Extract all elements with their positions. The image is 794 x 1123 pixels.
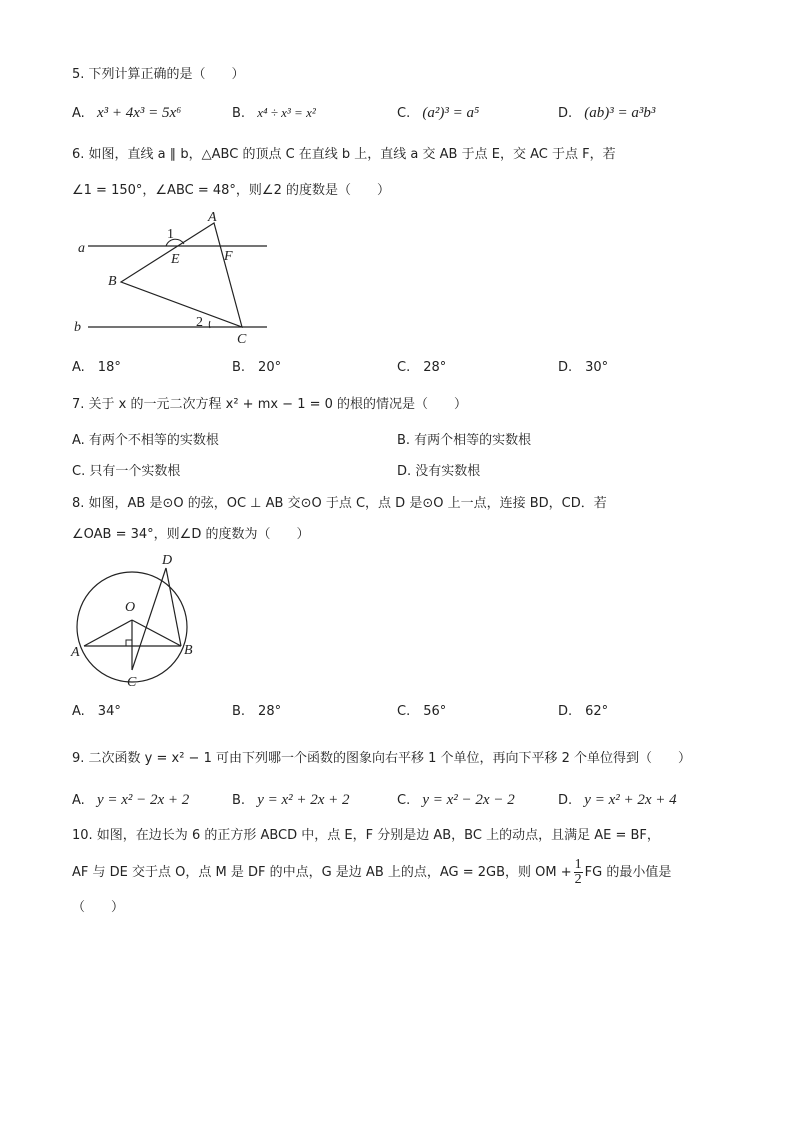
label-o: O <box>125 600 136 615</box>
option-letter: B. <box>232 793 246 808</box>
q8-option-a: A. 34° <box>72 704 121 719</box>
q7-option-d: D. 没有实数根 <box>397 464 481 479</box>
option-math: y = x² − 2x − 2 <box>422 792 515 808</box>
option-math: x⁴ ÷ x³ = x² <box>257 105 316 120</box>
q9-stem: 9. 二次函数 y = x² − 1 可由下列哪一个函数的图象向右平移 1 个单位，再向下平移 2 个单位得到（ ） <box>72 751 692 766</box>
q8-option-c: C. 56° <box>397 704 447 719</box>
q6-option-b: B. 20° <box>232 360 282 375</box>
option-letter: B. <box>232 106 246 121</box>
label-point-f: F <box>224 249 233 264</box>
label-a: a <box>78 241 85 256</box>
label-a: A <box>71 645 80 660</box>
q9-option-c <box>397 791 515 810</box>
q8-option-d: D. 62° <box>558 704 609 719</box>
option-letter: A. <box>72 793 85 808</box>
q9-option-a <box>72 791 189 810</box>
angle-2-arc <box>209 321 210 328</box>
label-c: C <box>127 675 137 690</box>
right-angle-mark <box>126 640 132 646</box>
option-math: y = x² + 2x + 4 <box>584 792 677 808</box>
q5-option-b <box>232 104 316 123</box>
q10-stem-line1: 10. 如图，在边长为 6 的正方形 ABCD 中，点 E，F 分别是边 AB，BC 上的动点，且满足 AE = BF， <box>72 828 660 843</box>
segment-dc <box>132 568 166 670</box>
option-math: (ab)³ = a³b³ <box>584 105 656 121</box>
one-half-fraction <box>574 858 583 887</box>
q9-option-d <box>558 791 677 810</box>
q6-option-d: D. 30° <box>558 360 609 375</box>
label-b: B <box>184 643 193 658</box>
option-math: x³ + 4x³ = 5x⁶ <box>96 105 182 121</box>
option-math: y = x² − 2x + 2 <box>96 792 190 808</box>
q10-stem-text-end: FG 的最小值是 <box>584 865 672 880</box>
option-letter: D. <box>558 106 573 121</box>
q10-stem-text: AF 与 DE 交于点 O，点 M 是 DF 的中点，G 是边 AB 上的点，AG = 2GB，则 OM + <box>72 865 572 880</box>
label-vertex-b: B <box>108 274 117 289</box>
fraction-numerator: 1 <box>574 857 582 872</box>
segment-db <box>166 568 181 646</box>
q8-stem-line2: ∠OAB = 34°，则∠D 的度数为（ ） <box>72 527 310 542</box>
q6-option-a: A. 18° <box>72 360 121 375</box>
segment-oa <box>84 620 132 646</box>
label-vertex-a: A <box>208 210 217 225</box>
q7-option-c: C. 只有一个实数根 <box>72 464 181 479</box>
option-letter: C. <box>397 106 411 121</box>
q8-option-b: B. 28° <box>232 704 282 719</box>
option-math: y = x² + 2x + 2 <box>257 792 350 808</box>
label-d: D <box>162 553 173 568</box>
q8-stem-line1: 8. 如图，AB 是⊙O 的弦，OC ⊥ AB 交⊙O 于点 C，点 D 是⊙O 上一点，连接 BD，CD．若 <box>72 496 607 511</box>
q6-option-c: C. 28° <box>397 360 447 375</box>
option-letter: A. <box>72 106 85 121</box>
label-b: b <box>74 320 81 335</box>
q5-stem: 5. 下列计算正确的是（ ） <box>72 67 245 82</box>
label-angle-1: 1 <box>167 227 174 242</box>
q7-option-b: B. 有两个相等的实数根 <box>397 433 532 448</box>
label-angle-2: 2 <box>196 315 203 330</box>
label-vertex-c: C <box>237 332 247 347</box>
segment-ob <box>132 620 181 646</box>
option-letter: D. <box>558 793 573 808</box>
q5-option-c <box>397 104 479 123</box>
q10-stem-line2 <box>72 858 671 888</box>
q6-figure <box>70 205 280 350</box>
q10-answer-bracket: （ ） <box>72 900 125 915</box>
label-point-e: E <box>171 252 180 267</box>
option-math: (a²)³ = a⁵ <box>422 105 480 121</box>
q5-option-d <box>558 104 655 123</box>
option-letter: C. <box>397 793 411 808</box>
q5-option-a <box>72 104 181 123</box>
triangle-abc <box>121 223 242 327</box>
q7-stem: 7. 关于 x 的一元二次方程 x² + mx − 1 = 0 的根的情况是（ ） <box>72 397 468 412</box>
fraction-denominator: 2 <box>574 872 582 887</box>
q8-figure <box>66 548 206 690</box>
q6-stem-line1: 6. 如图，直线 a ∥ b，△ABC 的顶点 C 在直线 b 上，直线 a 交 AB 于点 E，交 AC 于点 F，若 <box>72 147 616 162</box>
q6-stem-line2: ∠1 = 150°，∠ABC = 48°，则∠2 的度数是（ ） <box>72 183 390 198</box>
q9-option-b <box>232 791 350 810</box>
q7-option-a: A. 有两个不相等的实数根 <box>72 433 219 448</box>
